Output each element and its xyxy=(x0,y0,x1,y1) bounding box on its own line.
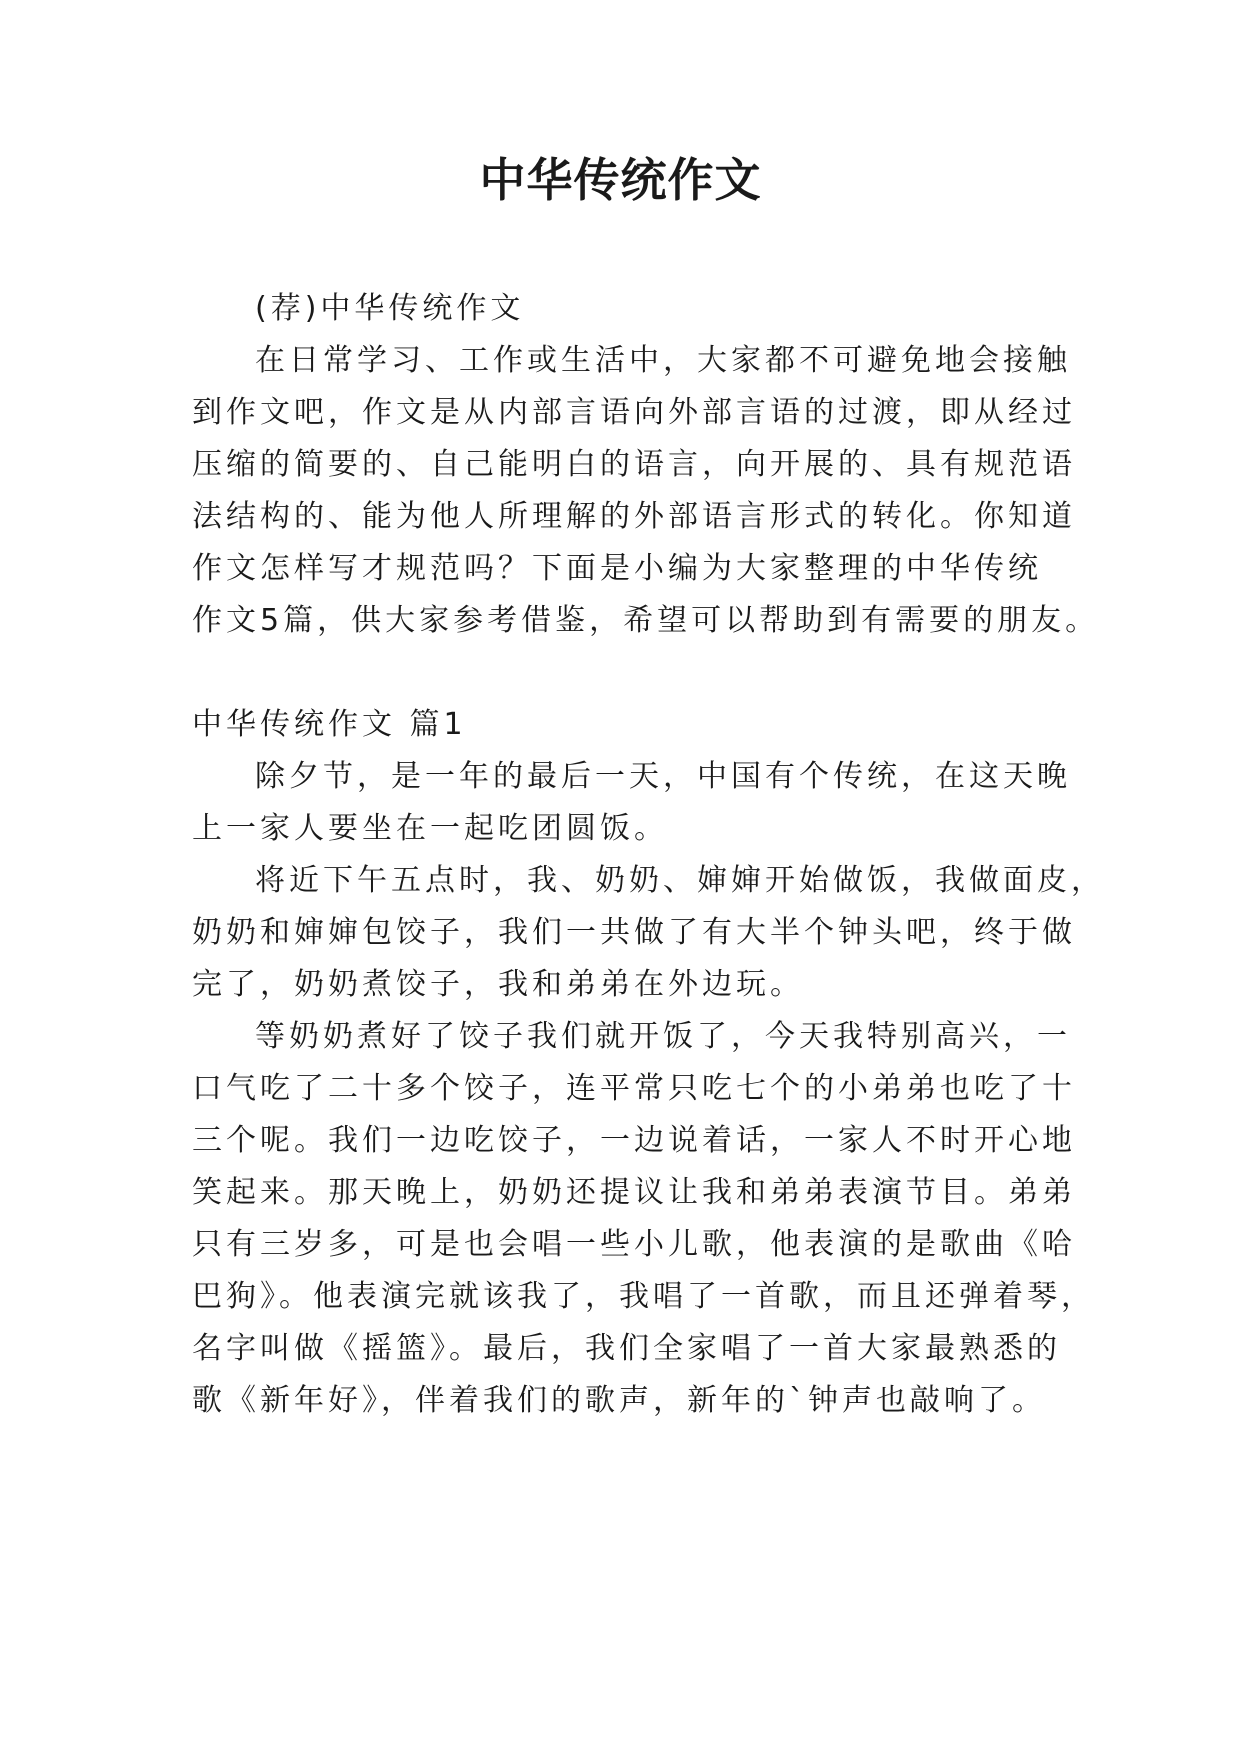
intro-line: 到作文吧，作文是从内部言语向外部言语的过渡，即从经过 xyxy=(192,395,1076,430)
paragraph-line: 完了，奶奶煮饺子，我和弟弟在外边玩。 xyxy=(192,967,804,1002)
document-subtitle: (荐)中华传统作文 xyxy=(255,291,525,326)
paragraph-line: 三个呢。我们一边吃饺子，一边说着话，一家人不时开心地 xyxy=(192,1123,1076,1158)
intro-paragraph xyxy=(192,335,1100,647)
paragraph-line: 巴狗》。他表演完就该我了，我唱了一首歌，而且还弹着琴， xyxy=(192,1279,1095,1314)
paragraph-line: 上一家人要坐在一起吃团圆饭。 xyxy=(192,811,668,846)
paragraph-line: 名字叫做《摇篮》。最后，我们全家唱了一首大家最熟悉的 xyxy=(192,1331,1061,1366)
intro-line: 在日常学习、工作或生活中，大家都不可避免地会接触 xyxy=(255,343,1071,378)
intro-line: 压缩的简要的、自己能明白的语言，向开展的、具有规范语 xyxy=(192,447,1076,482)
paragraph-line: 口气吃了二十多个饺子，连平常只吃七个的小弟弟也吃了十 xyxy=(192,1071,1076,1106)
document-title: 中华传统作文 xyxy=(479,153,762,207)
paragraph-1 xyxy=(192,751,1071,855)
paragraph-3 xyxy=(192,1011,1095,1427)
section-heading: 中华传统作文 篇1 xyxy=(192,707,467,742)
intro-line: 作文怎样写才规范吗？下面是小编为大家整理的中华传统 xyxy=(192,551,1042,586)
paragraph-line: 将近下午五点时，我、奶奶、婶婶开始做饭，我做面皮， xyxy=(255,863,1105,898)
intro-line: 法结构的、能为他人所理解的外部语言形式的转化。你知道 xyxy=(192,499,1076,534)
paragraph-line: 歌《新年好》，伴着我们的歌声，新年的`钟声也敲响了。 xyxy=(192,1383,1046,1418)
paragraph-gap xyxy=(192,647,1052,699)
paragraph-line: 只有三岁多，可是也会唱一些小儿歌，他表演的是歌曲《哈 xyxy=(192,1227,1076,1262)
document-body xyxy=(192,283,1105,1427)
paragraph-line: 奶奶和婶婶包饺子，我们一共做了有大半个钟头吧，终于做 xyxy=(192,915,1076,950)
intro-line: 作文5篇，供大家参考借鉴，希望可以帮助到有需要的朋友。 xyxy=(192,603,1100,638)
paragraph-2 xyxy=(192,855,1105,1011)
paragraph-line: 除夕节，是一年的最后一天，中国有个传统，在这天晚 xyxy=(255,759,1071,794)
paragraph-line: 等奶奶煮好了饺子我们就开饭了，今天我特别高兴，一 xyxy=(255,1019,1071,1054)
paragraph-line: 笑起来。那天晚上，奶奶还提议让我和弟弟表演节目。弟弟 xyxy=(192,1175,1076,1210)
